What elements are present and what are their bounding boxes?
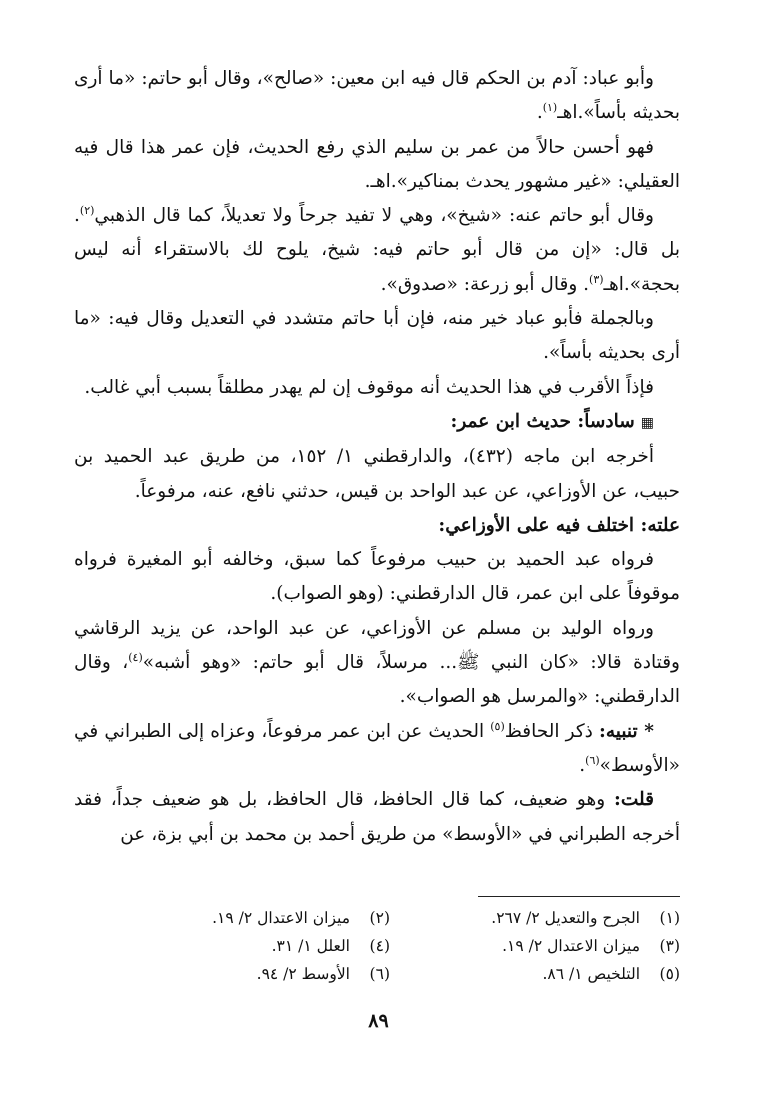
section-heading: ▦سادساً: حديث ابن عمر: [450,410,654,432]
page-number: ٨٩ [368,1010,389,1032]
main-text [74,62,680,852]
paragraph-abu-abbad: وأبو عباد: آدم بن الحكم قال فيه ابن معين: «صالح»، وقال أبو حاتم: «ما أرى بحديثه بأساً».اهـ$^{(١)}$. [74,68,680,124]
footnote-ref-2[interactable]: (٢) [79,204,95,218]
footnotes [90,904,680,988]
paragraph-summary: وبالجملة فأبو عباد خير منه، فإن أبا حاتم متشدد في التعديل وقال فيه: «ما أرى بحديثه بأساً». [74,308,680,364]
footnote-5: (٥)التلخيص ١/ ٨٦. [542,965,680,983]
footnote-1: (١)الجرح والتعديل ٢/ ٢٦٧. [491,909,680,927]
book-icon: ▦ [640,414,654,431]
illa-heading: علته: اختلف فيه على الأوزاعي: [438,514,680,536]
paragraph-takhrij: أخرجه ابن ماجه (٤٣٢)، والدارقطني ١/ ١٥٢، من طريق عبد الحميد بن حبيب، عن الأوزاعي، عن عبد الواحد بن قيس، حدثني نافع، عنه، مرفوعاً. [74,446,680,502]
footnote-ref-5[interactable]: (٥) [490,719,505,733]
footnote-ref-1[interactable]: (١) [542,101,558,115]
paragraph-closing: قلت: وهو ضعيف، كما قال الحافظ، قال الحافظ، بل هو ضعيف جداً، فقد أخرجه الطبراني في «الأوسط» من طريق أحمد بن محمد بن أبي بزة، عن [74,789,680,845]
paragraph-walid: ورواه الوليد بن مسلم عن الأوزاعي، عن عبد الواحد، عن يزيد الرقاشي وقتادة قالا: «كان النبي ﷺ... مرسلاً، قال أبو حاتم: «وهو أشبه»$^{(٤)}$، وقال الدارقطني: «والمرسل هو الصواب». [74,617,680,708]
footnote-3: (٣)ميزان الاعتدال ٢/ ١٩. [502,937,680,955]
footnote-4: (٤)العلل ١/ ٣١. [271,937,390,955]
paragraph-umar-comparison: فهو أحسن حالاً من عمر بن سليم الذي رفع الحديث، فإن عمر هذا قال فيه العقيلي: «غير مشهور يحدث بمناكير».اهـ. [74,136,680,192]
footnote-ref-3[interactable]: (٣) [589,272,604,286]
footnote-6: (٦)الأوسط ٢/ ٩٤. [256,965,390,983]
footnote-divider [478,896,680,897]
paragraph-riwaya: فرواه عبد الحميد بن حبيب مرفوعاً كما سبق، وخالفه أبو المغيرة فرواه موقوفاً على ابن عمر، قال الدارقطني: (وهو الصواب). [74,549,680,605]
closing-label: قلت: [614,789,654,811]
paragraph-conclusion: فإذاً الأقرب في هذا الحديث أنه موقوف إن لم يهدر مطلقاً بسبب أبي غالب. [84,376,654,398]
footnote-ref-4[interactable]: (٤) [128,650,143,664]
footnote-ref-6[interactable]: (٦) [585,753,600,767]
footnote-row [90,932,680,960]
footnote-row [90,960,680,988]
footnote-2: (٢)ميزان الاعتدال ٢/ ١٩. [212,909,390,927]
paragraph-abu-hatim: وقال أبو حاتم عنه: «شيخ»، وهي لا تفيد جرحاً ولا تعديلاً، كما قال الذهبي$^{(٢)}$. بل قال: «إن من قال أبو حاتم فيه: شيخ، يلوح لك بالاستقراء أنه ليس بحجة».اهـ$^{(٣)}$. وقال أبو زرعة: «صدوق». [74,204,680,295]
footnote-row [90,904,680,932]
paragraph-note: * تنبيه: ذكر الحافظ$^{(٥)}$ الحديث عن ابن عمر مرفوعاً، وعزاه إلى الطبراني في «الأوسط»$^{(٦)}$. [74,719,680,776]
note-label: * تنبيه: [598,720,654,742]
